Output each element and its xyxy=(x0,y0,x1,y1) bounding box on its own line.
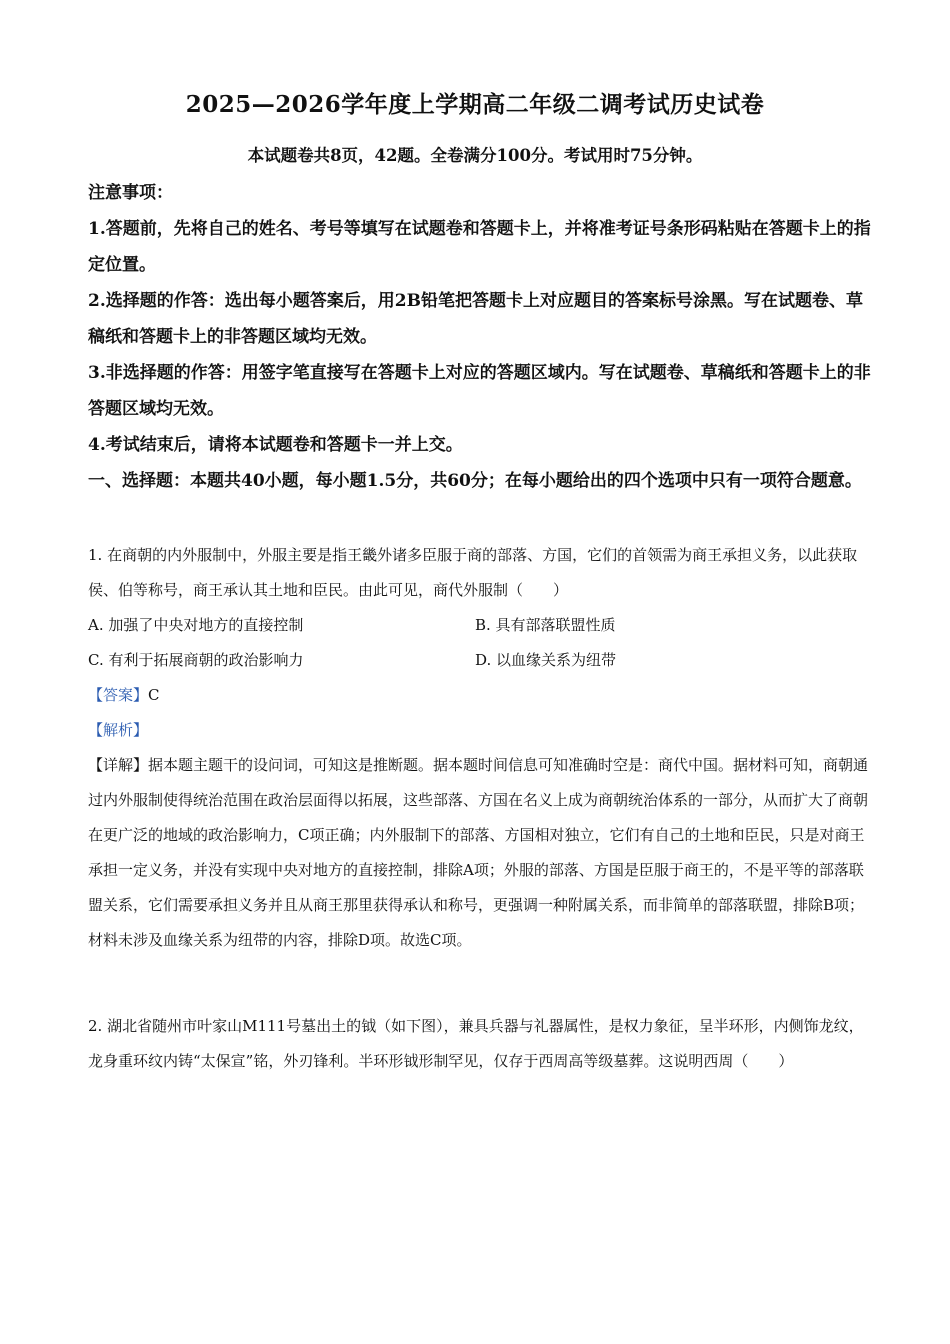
notice-item-4: 4.考试结束后，请将本试题卷和答题卡一并上交。 xyxy=(88,435,463,455)
notice-item-3: 3.非选择题的作答：用签字笔直接写在答题卡上对应的答题区域内。写在试题卷、草稿纸和答题卡上的非答题区域均无效。 xyxy=(88,363,871,419)
question-1-stem: 1. 在商朝的内外服制中，外服主要是指王畿外诸多臣服于商的部落、方国，它们的首领需为商王承担义务，以此获取侯、伯等称号，商王承认其土地和臣民。由此可见，商代外服制（ ） xyxy=(88,546,858,599)
notice-item-1: 1.答题前，先将自己的姓名、考号等填写在试题卷和答题卡上，并将准考证号条形码粘贴在答题卡上的指定位置。 xyxy=(88,219,871,275)
question-1-option-a: A. 加强了中央对地方的直接控制 xyxy=(88,616,304,634)
section-heading: 一、选择题：本题共40小题，每小题1.5分，共60分；在每小题给出的四个选项中只有一项符合题意。 xyxy=(88,471,862,491)
question-1-answer xyxy=(88,678,878,713)
question-1-option-b: B. 具有部落联盟性质 xyxy=(475,616,616,634)
question-2-stem: 2. 湖北省随州市叶家山M111号墓出土的钺（如下图），兼具兵器与礼器属性，是权力象征，呈半环形，内侧饰龙纹，龙身重环纹内铸“太保宣”铭，外刃锋利。半环形钺形制罕见，仅存于西周高等级墓葬。这说明西周（ ） xyxy=(88,1017,864,1070)
question-1-option-c: C. 有利于拓展商朝的政治影响力 xyxy=(88,651,304,669)
exam-subtitle: 本试题卷共8页，42题。全卷满分100分。考试用时75分钟。 xyxy=(247,146,703,165)
question-1-options-row-1 xyxy=(88,608,878,643)
detail-text: 据本题主题干的设问词，可知这是推断题。据本题时间信息可知准确时空是：商代中国。据材料可知，商朝通过内外服制使得统治范围在政治层面得以拓展，这些部落、方国在名义上成为商朝统治体系的一部分，从而扩大了商朝在更广泛的地域的政治影响力，C项正确；内外服制下的部落、方国相对独立，它们有自己的土地和臣民，只是对商王承担一定义务，并没有实现中央对地方的直接控制，排除A项；外服的部落、方国是臣服于商王的，不是平等的部落联盟关系，它们需要承担义务并且从商王那里获得承认和称号，更强调一种附属关系，而非简单的部落联盟，排除B项；材料未涉及血缘关系为纽带的内容，排除D项。故选C项。 xyxy=(88,756,869,949)
question-1-analysis xyxy=(88,713,878,748)
question-1-option-d: D. 以血缘关系为纽带 xyxy=(475,651,617,669)
detail-label: 【详解】 xyxy=(88,756,149,774)
answer-label: 【答案】 xyxy=(88,686,149,704)
notice-heading: 注意事项： xyxy=(88,183,173,203)
notice-item-2: 2.选择题的作答：选出每小题答案后，用2B铅笔把答题卡上对应题目的答案标号涂黑。写在试题卷、草稿纸和答题卡上的非答题区域均无效。 xyxy=(88,291,863,347)
analysis-label: 【解析】 xyxy=(88,721,149,739)
question-1 xyxy=(88,538,878,958)
exam-title: 2025—2026学年度上学期高二年级二调考试历史试卷 xyxy=(185,91,765,118)
question-1-options-row-2 xyxy=(88,643,878,678)
question-2 xyxy=(88,1009,878,1079)
notice-section xyxy=(88,175,878,499)
question-1-detail xyxy=(88,748,878,958)
answer-value: C xyxy=(148,686,160,704)
